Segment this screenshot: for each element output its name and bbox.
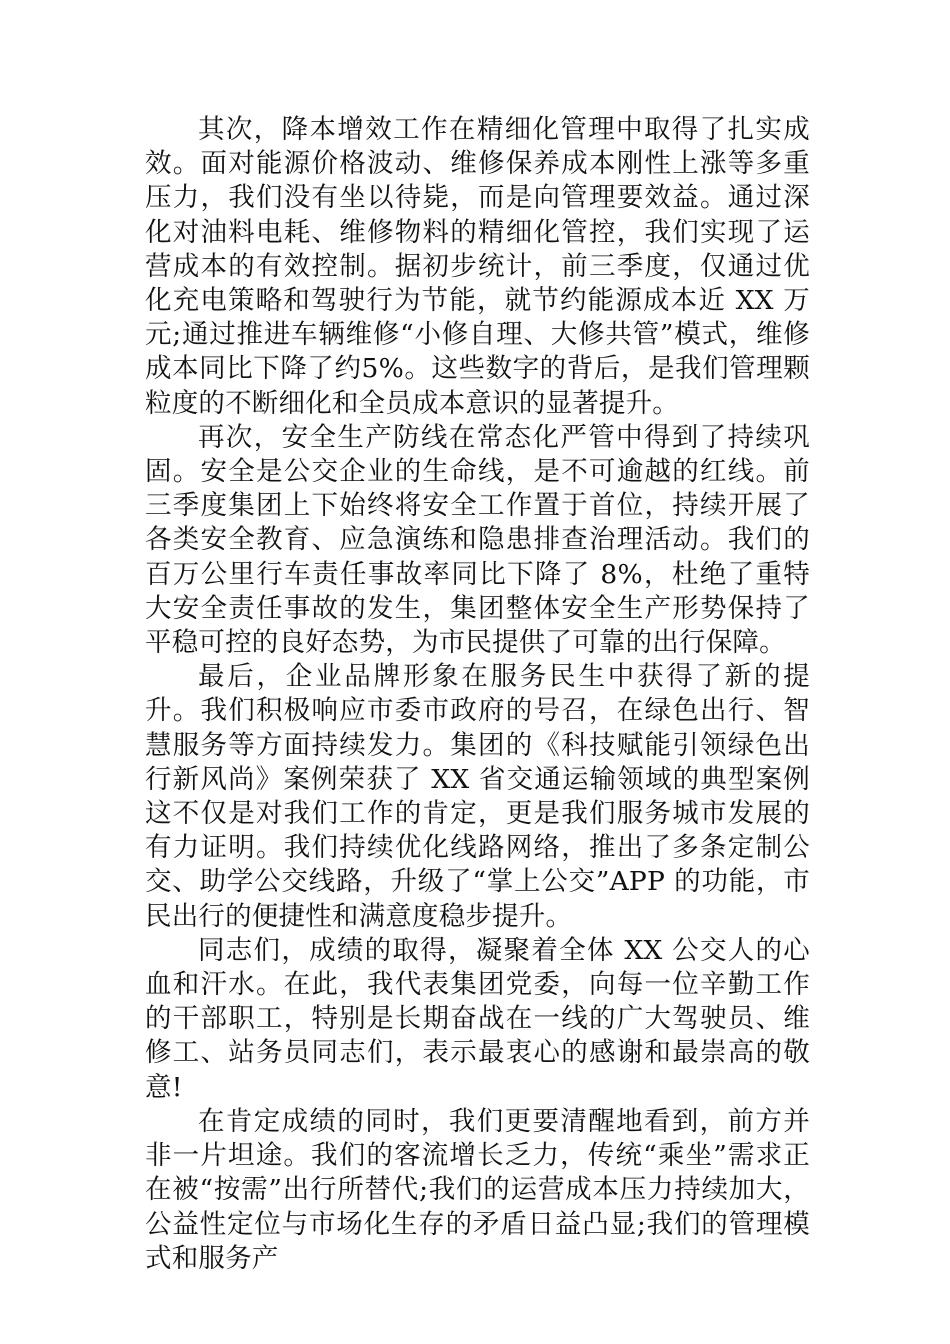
paragraph-brand-image: 最后，企业品牌形象在服务民生中获得了新的提升。我们积极响应市委市政府的号召，在绿色出行、智慧服务等方面持续发力。集团的《科技赋能引领绿色出行新风尚》案例荣获了 XX 省交通运输领域的典型案例这不仅是对我们工作的肯定，更是我们服务城市发展的有力证明。我们持续优化线路网络，推出了多条定制公交、助学公交线路，升级了“掌上公交”APP 的功能，市民出行的便捷性和满意度稳步提升。: [145, 661, 810, 932]
paragraph-thanks: 同志们，成绩的取得，凝聚着全体 XX 公交人的心血和汗水。在此，我代表集团党委，向每一位辛勤工作的干部职工，特别是长期奋战在一线的广大驾驶员、维修工、站务员同志们，表示最衷心的感谢和最崇高的敬意!: [145, 934, 810, 1103]
paragraph-challenges: 在肯定成绩的同时，我们更要清醒地看到，前方并非一片坦途。我们的客流增长乏力，传统“乘坐”需求正在被“按需”出行所替代;我们的运营成本压力持续加大，公益性定位与市场化生存的矛盾日益凸显;我们的管理模式和服务产: [145, 1105, 810, 1274]
paragraph-cost-efficiency: 其次，降本增效工作在精细化管理中取得了扎实成效。面对能源价格波动、维修保养成本刚性上涨等多重压力，我们没有坐以待毙，而是向管理要效益。通过深化对油料电耗、维修物料的精细化管控，我们实现了运营成本的有效控制。据初步统计，前三季度，仅通过优化充电策略和驾驶行为节能，就节约能源成本近 XX 万元;通过推进车辆维修“小修自理、大修共管”模式，维修成本同比下降了约5%。这些数字的背后，是我们管理颗粒度的不断细化和全员成本意识的显著提升。: [145, 114, 810, 419]
document-body: [145, 113, 810, 1276]
paragraph-safety: 再次，安全生产防线在常态化严管中得到了持续巩固。安全是公交企业的生命线，是不可逾越的红线。前三季度集团上下始终将安全工作置于首位，持续开展了各类安全教育、应急演练和隐患排查治理活动。我们的百万公里行车责任事故率同比下降了 8%，杜绝了重特大安全责任事故的发生，集团整体安全生产形势保持了平稳可控的良好态势，为市民提供了可靠的出行保障。: [145, 421, 810, 659]
